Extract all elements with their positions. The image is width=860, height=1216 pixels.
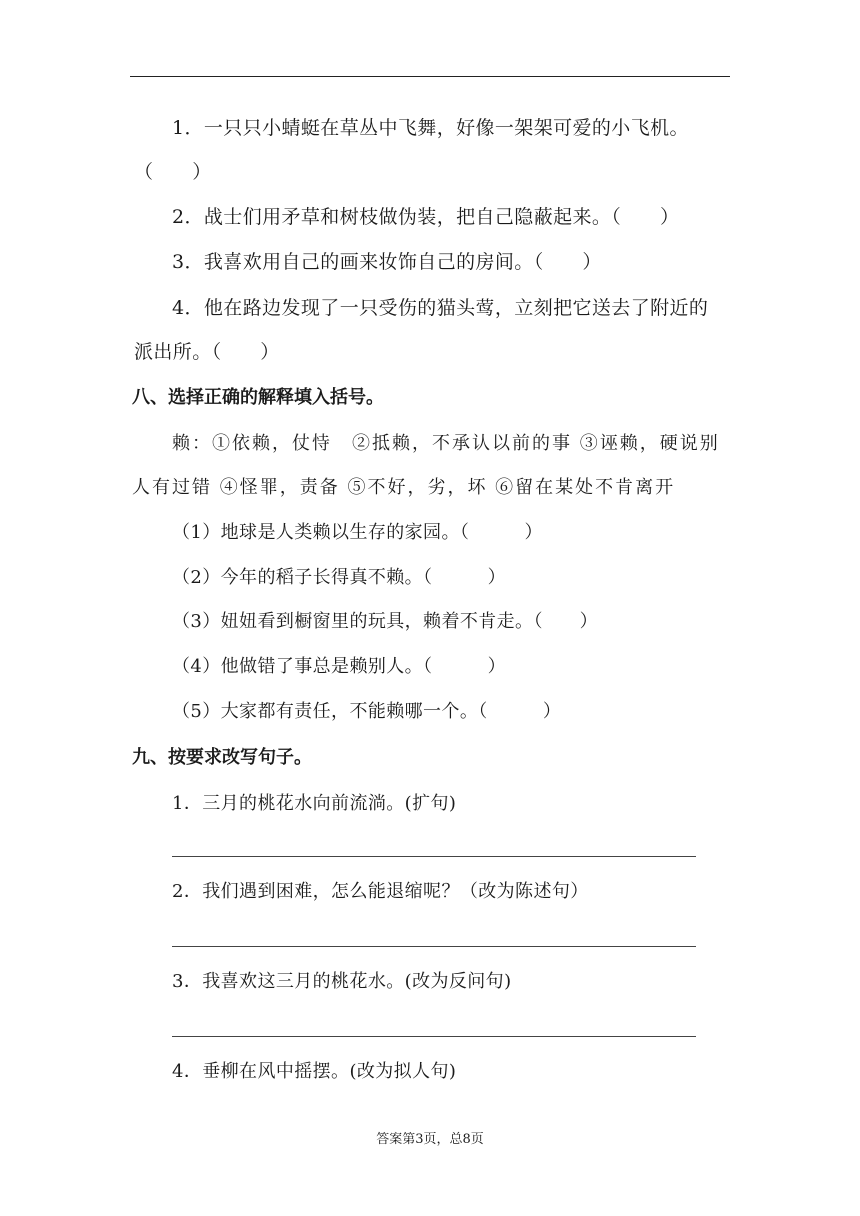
section-9-heading: 九、按要求改写句子。 (132, 747, 312, 768)
s7-question-2: 2．战士们用矛草和树枝做伪装，把自己隐蔽起来。（ ） (172, 206, 680, 228)
section-8-heading: 八、选择正确的解释填入括号。 (132, 387, 384, 408)
page-footer: 答案第3页，总8页 (376, 1132, 484, 1147)
s9-item-3: 3．我喜欢这三月的桃花水。(改为反问句) (172, 971, 512, 992)
answer-line-1 (172, 856, 696, 857)
s8-item-2: （2）今年的稻子长得真不赖。（ ） (172, 567, 507, 588)
s8-item-3: （3）妞妞看到橱窗里的玩具，赖着不肯走。（ ） (172, 611, 599, 632)
definitions-line-1: 赖：①依赖，仗恃 ②抵赖，不承认以前的事 ③诬赖，硬说别 (172, 433, 720, 454)
s8-item-4: （4）他做错了事总是赖别人。（ ） (172, 656, 507, 677)
s7-question-4-line1: 4．他在路边发现了一只受伤的猫头莺，立刻把它送去了附近的 (172, 297, 709, 319)
s9-item-1: 1．三月的桃花水向前流淌。(扩句) (172, 793, 457, 814)
s8-item-5: （5）大家都有责任，不能赖哪一个。（ ） (172, 701, 562, 722)
s7-question-3: 3．我喜欢用自己的画来妆饰自己的房间。（ ） (172, 251, 602, 273)
definitions-line-2: 人有过错 ④怪罪，责备 ⑤不好，劣，坏 ⑥留在某处不肯离开 (132, 477, 676, 498)
answer-line-3 (172, 1036, 696, 1037)
header-rule (130, 76, 730, 77)
answer-line-2 (172, 946, 696, 947)
s7-question-1-line2: （ ） (134, 161, 212, 183)
s7-question-4-line2: 派出所。（ ） (134, 341, 280, 363)
s9-item-4: 4．垂柳在风中摇摆。(改为拟人句) (172, 1061, 457, 1082)
s8-item-1: （1）地球是人类赖以生存的家园。（ ） (172, 522, 543, 543)
s7-question-1-line1: 1．一只只小蜻蜓在草丛中飞舞，好像一架架可爱的小飞机。 (172, 117, 689, 139)
s9-item-2: 2．我们遇到困难，怎么能退缩呢？（改为陈述句） (172, 881, 589, 902)
